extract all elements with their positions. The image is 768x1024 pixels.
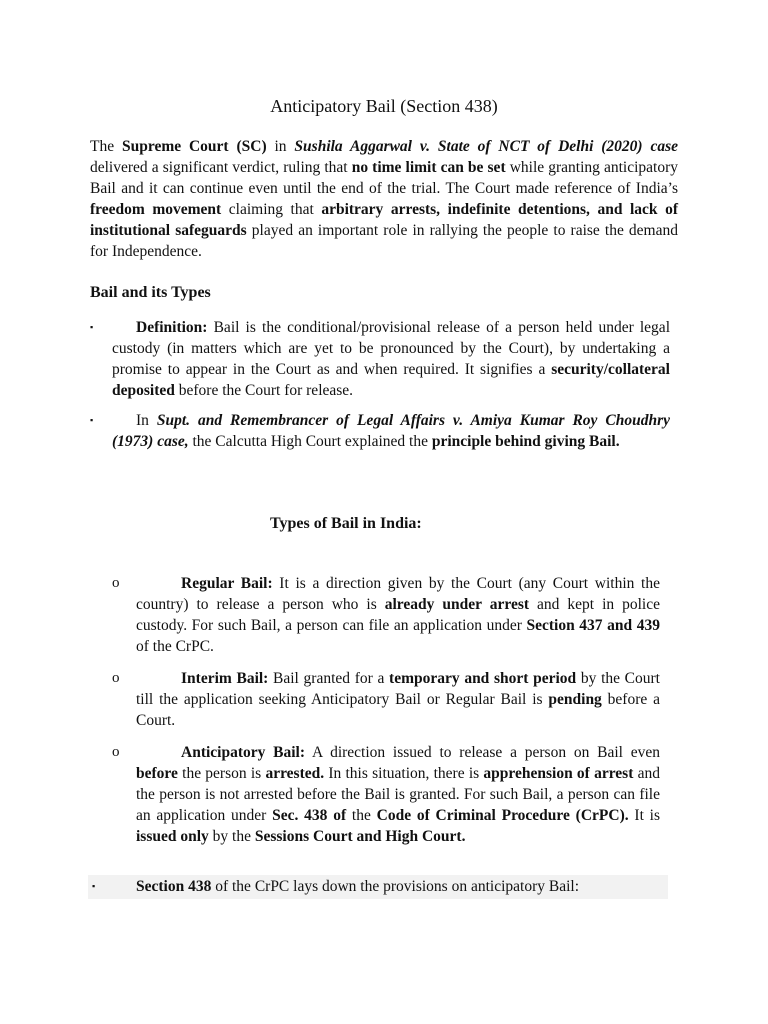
circle-bullet-icon: o (112, 744, 120, 760)
text-run: played an important role in rallying the people to raise the demand for Independence. (90, 222, 678, 260)
text-run: It is (628, 807, 660, 824)
page-title: Anticipatory Bail (Section 438) (270, 96, 498, 116)
text-run: In this situation, there is (324, 765, 484, 782)
bold-run: arbitrary arrests, indefinite detentions, and lack of institutional safeguards (90, 201, 678, 239)
text-run: and kept in police custody. For such Bail, a person can file an application under (136, 596, 660, 634)
text-run: by the Court till the application seeking Anticipatory Bail or Regular Bail is (136, 670, 660, 708)
bold-run: Section 438 (136, 878, 212, 895)
text-run: The (90, 138, 122, 155)
bold-run: freedom movement (90, 201, 222, 218)
text-run: It is a direction given by the Court (any Court within the country) to release a person who is (136, 575, 660, 613)
case-citation: Supt. and Remembrancer of Legal Affairs v. Amiya Kumar Roy Choudhry (1973) case, (112, 412, 670, 450)
bold-run: before (136, 765, 178, 782)
bold-run: Supreme Court (SC) (121, 138, 267, 155)
bold-run: Code of Criminal Procedure (CrPC). (376, 807, 629, 824)
text-run: the person is (177, 765, 266, 782)
bold-run: Sec. 438 of (272, 807, 347, 824)
bold-run: Regular Bail: (181, 575, 273, 592)
bold-run: Anticipatory Bail: (181, 744, 306, 761)
text-run: A direction issued to release a person on Bail even (305, 744, 660, 761)
text-run: while granting anticipatory Bail and it can continue even until the end of the trial. The Court made reference of India’s (90, 159, 678, 197)
text-run: and the person is not arrested before the Bail is granted. For such Bail, a person can file an application under (136, 765, 661, 824)
intro-paragraph (90, 136, 678, 262)
bold-run: already under arrest (384, 596, 530, 613)
text-run: the Calcutta High Court explained the (188, 433, 432, 450)
bullet-text (112, 317, 670, 401)
bold-run: Sessions Court and High Court. (254, 828, 466, 845)
text-run: before a Court. (136, 691, 660, 729)
text-run: delivered a significant verdict, ruling that (90, 159, 352, 176)
bold-run: arrested. (265, 765, 325, 782)
bullet-text (112, 410, 670, 452)
text-run: by the (208, 828, 255, 845)
types-heading: Types of Bail in India: (270, 515, 422, 532)
square-bullet-icon: ▪ (90, 322, 94, 332)
bullet-text (136, 876, 666, 897)
text-run: of the CrPC lays down the provisions on anticipatory Bail: (211, 878, 579, 895)
bold-run: Section 437 and 439 (526, 617, 660, 634)
bold-run: no time limit can be set (351, 159, 506, 176)
bold-run: principle behind giving Bail. (431, 433, 620, 450)
text-run: In (136, 412, 157, 429)
bold-run: issued only (136, 828, 209, 845)
bold-run: pending (548, 691, 602, 708)
circle-bullet-icon: o (112, 670, 120, 686)
text-run: claiming that (221, 201, 322, 218)
square-bullet-icon: ▪ (90, 415, 94, 425)
case-citation: Sushila Aggarwal v. State of NCT of Delhi (2020) case (294, 138, 679, 155)
bold-run: apprehension of arrest (483, 765, 634, 782)
text-run: Bail is the conditional/provisional release of a person held under legal custody (in matters which are yet to be pronounced by the Court), by undertaking a promise to appear in the Court as and when required. It signifies a (112, 319, 670, 378)
circle-bullet-icon: o (112, 575, 120, 591)
bold-run: Interim Bail: (181, 670, 269, 687)
bold-run: security/collateral deposited (112, 361, 670, 399)
bold-run: Definition: (136, 319, 208, 336)
square-bullet-icon: ▪ (92, 881, 96, 891)
type-text (136, 573, 660, 657)
text-run: Bail granted for a (268, 670, 390, 687)
text-run: before the Court for release. (174, 382, 354, 399)
bold-run: temporary and short period (389, 670, 577, 687)
text-run: the (346, 807, 377, 824)
type-text (136, 742, 660, 847)
bullet-section-438 (88, 875, 668, 899)
text-run: of the CrPC. (136, 638, 214, 655)
section-heading: Bail and its Types (90, 284, 211, 301)
type-text (136, 668, 660, 731)
text-run: in (266, 138, 295, 155)
